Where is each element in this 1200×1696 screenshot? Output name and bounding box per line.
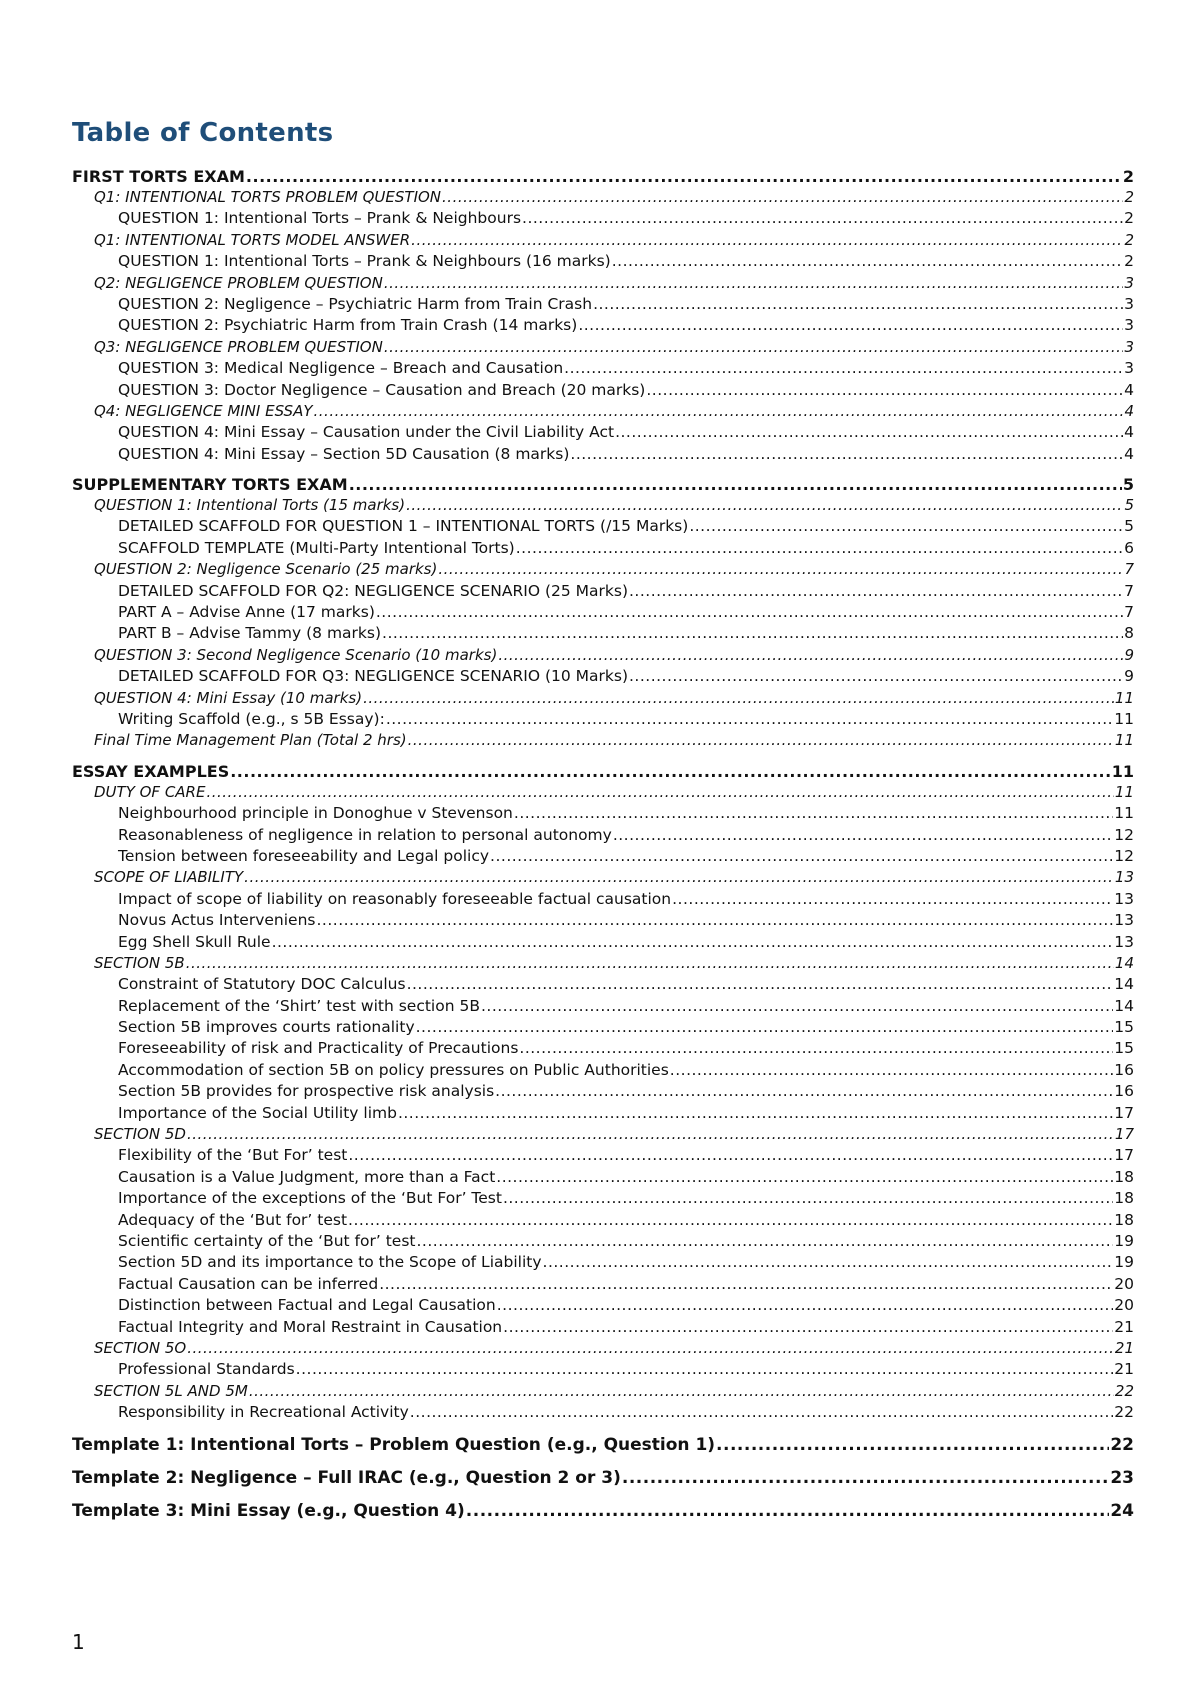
toc-entry-page: 5 [1124, 496, 1134, 515]
toc-entry-page: 4 [1124, 423, 1134, 442]
toc-entry-level-3[interactable] [72, 1317, 1134, 1338]
toc-entry-text: Q1: INTENTIONAL TORTS PROBLEM QUESTION [94, 188, 442, 206]
toc-entry-page: 24 [1110, 1501, 1134, 1522]
toc-dot-leader [570, 444, 1123, 465]
toc-entry-text: QUESTION 1: Intentional Torts – Prank & Neighbours (16 marks) [118, 252, 611, 271]
toc-dot-leader [348, 1145, 1113, 1166]
toc-entry-level-3[interactable] [72, 932, 1134, 953]
toc-entry-level-3[interactable] [72, 623, 1134, 644]
toc-dot-leader [438, 559, 1123, 580]
toc-entry-text: Final Time Management Plan (Total 2 hrs) [94, 731, 407, 750]
toc-entry-level-3[interactable] [72, 803, 1134, 824]
toc-dot-leader [349, 474, 1122, 495]
toc-entry-text: QUESTION 3: Medical Negligence – Breach and Causation [118, 359, 564, 378]
toc-entry-text: DETAILED SCAFFOLD FOR QUESTION 1 – INTENTIONAL TORTS (/15 Marks) [118, 517, 689, 536]
toc-entry-text: Foreseeability of risk and Practicality of Precautions [118, 1039, 519, 1058]
toc-entry-page: 12 [1114, 846, 1134, 865]
toc-entry-page: 15 [1114, 1018, 1134, 1037]
toc-entry-level-3[interactable] [72, 666, 1134, 687]
toc-entry-page: 4 [1124, 401, 1134, 420]
toc-entry-level-1[interactable] [72, 1500, 1134, 1522]
toc-entry-text: Causation is a Value Judgment, more than a Fact [118, 1167, 496, 1186]
toc-entry-level-3[interactable] [72, 294, 1134, 315]
toc-entry-page: 2 [1124, 230, 1134, 249]
toc-entry-level-2[interactable] [72, 1124, 1134, 1145]
toc-entry-page: 3 [1124, 337, 1134, 356]
toc-entry-text: PART B – Advise Tammy (8 marks) [118, 624, 382, 643]
toc-dot-leader [564, 358, 1123, 379]
toc-entry-level-3[interactable] [72, 1231, 1134, 1252]
toc-entry-text: DETAILED SCAFFOLD FOR Q3: NEGLIGENCE SCENARIO (10 Marks) [118, 667, 628, 686]
toc-entry-page: 13 [1114, 911, 1134, 930]
toc-entry-level-3[interactable] [72, 1103, 1134, 1124]
toc-entry-page: 17 [1114, 1125, 1134, 1144]
toc-dot-leader [408, 730, 1114, 751]
toc-entry-level-3[interactable] [72, 910, 1134, 931]
toc-entry-page: 15 [1114, 1039, 1134, 1058]
toc-entry-page: 21 [1114, 1360, 1134, 1379]
toc-entry-level-1[interactable] [72, 761, 1134, 782]
toc-dot-leader [613, 825, 1113, 846]
toc-entry-page: 11 [1114, 804, 1134, 823]
toc-entry-level-3[interactable] [72, 602, 1134, 623]
toc-entry-level-3[interactable] [72, 208, 1134, 229]
toc-dot-leader [382, 623, 1123, 644]
toc-entry-text: ESSAY EXAMPLES [72, 761, 230, 781]
toc-dot-leader [689, 516, 1123, 537]
toc-entry-text: QUESTION 2: Psychiatric Harm from Train Crash (14 marks) [118, 316, 578, 335]
toc-entry-text: QUESTION 4: Mini Essay – Section 5D Causation (8 marks) [118, 444, 570, 463]
toc-entry-text: QUESTION 1: Intentional Torts (15 marks) [94, 496, 406, 515]
toc-entry-level-3[interactable] [72, 380, 1134, 401]
toc-entry-text: QUESTION 2: Negligence Scenario (25 marks) [94, 560, 438, 579]
toc-entry-text: SCAFFOLD TEMPLATE (Multi-Party Intentional Torts) [118, 538, 515, 557]
toc-entry-text: Section 5B provides for prospective risk analysis [118, 1082, 495, 1101]
toc-entry-level-3[interactable] [72, 1060, 1134, 1081]
toc-dot-leader [416, 1017, 1114, 1038]
toc-entry-page: 19 [1114, 1231, 1134, 1250]
toc-dot-leader [503, 1317, 1113, 1338]
toc-dot-leader [187, 1338, 1114, 1359]
toc-entry-level-1[interactable] [72, 1467, 1134, 1489]
toc-dot-leader [206, 782, 1113, 803]
toc-dot-leader [466, 1500, 1110, 1522]
toc-dot-leader [411, 230, 1123, 251]
toc-entry-text: Constraint of Statutory DOC Calculus [118, 975, 406, 994]
toc-entry-text: QUESTION 1: Intentional Torts – Prank & Neighbours [118, 209, 522, 228]
toc-title: Table of Contents [72, 118, 334, 148]
toc-entry-text: SECTION 5O [94, 1338, 187, 1357]
toc-dot-leader [612, 251, 1123, 272]
toc-dot-leader [490, 846, 1113, 867]
toc-dot-leader [317, 910, 1114, 931]
toc-entry-page: 21 [1114, 1338, 1134, 1357]
toc-entry-text: Novus Actus Interveniens [118, 911, 316, 930]
toc-entry-level-3[interactable] [72, 581, 1134, 602]
toc-entry-text: QUESTION 4: Mini Essay (10 marks) [94, 688, 363, 707]
toc-dot-leader [593, 294, 1123, 315]
toc-entry-text: SECTION 5L AND 5M [94, 1381, 248, 1400]
toc-entry-page: 13 [1114, 932, 1134, 951]
toc-entry-page: 12 [1114, 825, 1134, 844]
toc-entry-text: Q3: NEGLIGENCE PROBLEM QUESTION [94, 337, 383, 356]
toc-entry-level-2[interactable] [72, 559, 1134, 580]
toc-dot-leader [503, 1188, 1113, 1209]
toc-entry-text: Responsibility in Recreational Activity [118, 1403, 409, 1422]
toc-entry-page: 11 [1114, 731, 1134, 750]
toc-entry-page: 16 [1114, 1060, 1134, 1079]
toc-entry-level-3[interactable] [72, 1295, 1134, 1316]
toc-dot-leader [244, 867, 1114, 888]
toc-entry-level-3[interactable] [72, 1017, 1134, 1038]
toc-entry-level-3[interactable] [72, 825, 1134, 846]
toc-entry-level-1[interactable] [72, 166, 1134, 187]
toc-entry-level-2[interactable] [72, 187, 1134, 208]
toc-dot-leader [615, 422, 1123, 443]
toc-dot-leader [363, 688, 1114, 709]
toc-entry-level-3[interactable] [72, 1274, 1134, 1295]
toc-dot-leader [384, 273, 1124, 294]
toc-entry-level-2[interactable] [72, 273, 1134, 294]
toc-entry-page: 2 [1122, 167, 1134, 186]
toc-entry-page: 23 [1110, 1468, 1134, 1489]
toc-entry-level-2[interactable] [72, 867, 1134, 888]
toc-entry-level-3[interactable] [72, 709, 1134, 730]
toc-dot-leader [187, 1124, 1114, 1145]
toc-entry-text: Factual Integrity and Moral Restraint in Causation [118, 1317, 503, 1336]
toc-entry-level-3[interactable] [72, 516, 1134, 537]
toc-dot-leader [670, 1060, 1113, 1081]
toc-entry-level-2[interactable] [72, 688, 1134, 709]
toc-dot-leader [398, 1103, 1113, 1124]
toc-entry-page: 17 [1114, 1146, 1134, 1165]
toc-entry-page: 14 [1114, 953, 1134, 972]
toc-entry-level-3[interactable] [72, 422, 1134, 443]
toc-entry-level-3[interactable] [72, 538, 1134, 559]
toc-entry-text: QUESTION 3: Doctor Negligence – Causation and Breach (20 marks) [118, 380, 646, 399]
toc-entry-level-2[interactable] [72, 782, 1134, 803]
toc-entry-level-3[interactable] [72, 1188, 1134, 1209]
toc-entry-level-3[interactable] [72, 444, 1134, 465]
toc-dot-leader [672, 889, 1113, 910]
toc-entry-level-3[interactable] [72, 1359, 1134, 1380]
toc-entry-level-3[interactable] [72, 996, 1134, 1017]
toc-entry-page: 4 [1124, 444, 1134, 463]
toc-entry-level-3[interactable] [72, 889, 1134, 910]
toc-entry-text: Flexibility of the ‘But For’ test [118, 1146, 348, 1165]
toc-entry-level-3[interactable] [72, 1145, 1134, 1166]
toc-entry-page: 11 [1111, 761, 1134, 781]
toc-entry-level-2[interactable] [72, 1381, 1134, 1402]
toc-dot-leader [496, 1167, 1113, 1188]
toc-entry-level-3[interactable] [72, 358, 1134, 379]
toc-dot-leader [495, 1081, 1113, 1102]
toc-entry-page: 8 [1124, 624, 1134, 643]
toc-entry-level-3[interactable] [72, 974, 1134, 995]
toc-entry-page: 5 [1124, 517, 1134, 536]
toc-entry-text: Q2: NEGLIGENCE PROBLEM QUESTION [94, 273, 383, 292]
toc-entry-page: 4 [1124, 380, 1134, 399]
toc-dot-leader [376, 602, 1123, 623]
toc-dot-leader [379, 1274, 1113, 1295]
toc-entry-text: QUESTION 2: Negligence – Psychiatric Harm from Train Crash [118, 294, 593, 313]
toc-dot-leader [629, 581, 1123, 602]
toc-dot-leader [186, 953, 1114, 974]
toc-entry-text: Section 5D and its importance to the Scope of Liability [118, 1253, 542, 1272]
toc-entry-page: 14 [1114, 996, 1134, 1015]
toc-entry-text: SECTION 5B [94, 953, 185, 972]
toc-dot-leader [629, 666, 1123, 687]
toc-dot-leader [246, 166, 1122, 187]
toc-dot-leader [230, 761, 1111, 782]
toc-entry-level-3[interactable] [72, 1038, 1134, 1059]
toc-entry-text: Template 1: Intentional Torts – Problem Question (e.g., Question 1) [72, 1435, 716, 1456]
toc-entry-text: Writing Scaffold (e.g., s 5B Essay): [118, 709, 385, 728]
toc-dot-leader [249, 1381, 1114, 1402]
toc-entry-text: SECTION 5D [94, 1125, 186, 1144]
toc-entry-page: 3 [1124, 359, 1134, 378]
toc-entry-page: 13 [1114, 889, 1134, 908]
toc-entry-text: Accommodation of section 5B on policy pressures on Public Authorities [118, 1060, 669, 1079]
toc-entry-level-2[interactable] [72, 337, 1134, 358]
toc-entry-page: 3 [1124, 273, 1134, 292]
toc-entry-page: 22 [1110, 1435, 1134, 1456]
toc-entry-page: 2 [1124, 252, 1134, 271]
toc-entry-level-3[interactable] [72, 251, 1134, 272]
toc-entry-text: Q4: NEGLIGENCE MINI ESSAY [94, 401, 313, 420]
toc-entry-page: 14 [1114, 975, 1134, 994]
toc-dot-leader [406, 495, 1123, 516]
toc-list [72, 166, 1134, 1522]
toc-entry-text: QUESTION 4: Mini Essay – Causation under the Civil Liability Act [118, 423, 615, 442]
toc-entry-level-1[interactable] [72, 474, 1134, 495]
toc-dot-leader [522, 208, 1123, 229]
toc-entry-page: 5 [1122, 475, 1134, 495]
toc-entry-text: Q1: INTENTIONAL TORTS MODEL ANSWER [94, 230, 411, 249]
toc-entry-text: PART A – Advise Anne (17 marks) [118, 603, 375, 622]
toc-dot-leader [410, 1402, 1113, 1423]
toc-entry-page: 2 [1124, 188, 1134, 206]
toc-entry-text: Reasonableness of negligence in relation to personal autonomy [118, 825, 612, 844]
toc-entry-text: Importance of the Social Utility limb [118, 1103, 397, 1122]
toc-dot-leader [272, 932, 1114, 953]
toc-entry-page: 18 [1114, 1210, 1134, 1229]
toc-dot-leader [417, 1231, 1114, 1252]
toc-dot-leader [407, 974, 1114, 995]
toc-entry-page: 16 [1114, 1082, 1134, 1101]
toc-entry-page: 19 [1114, 1253, 1134, 1272]
toc-entry-page: 22 [1114, 1381, 1134, 1400]
toc-dot-leader [498, 645, 1123, 666]
toc-entry-page: 13 [1114, 868, 1134, 887]
toc-entry-level-3[interactable] [72, 1167, 1134, 1188]
toc-entry-text: FIRST TORTS EXAM [72, 167, 245, 186]
toc-dot-leader [646, 380, 1123, 401]
toc-entry-page: 20 [1114, 1296, 1134, 1315]
toc-entry-text: Neighbourhood principle in Donoghue v Stevenson [118, 804, 513, 823]
toc-entry-text: Scientific certainty of the ‘But for’ test [118, 1231, 416, 1250]
toc-dot-leader [442, 187, 1123, 208]
toc-entry-text: SCOPE OF LIABILITY [94, 868, 244, 887]
toc-entry-level-2[interactable] [72, 730, 1134, 751]
page-number: 1 [72, 1630, 85, 1654]
toc-entry-text: Factual Causation can be inferred [118, 1274, 379, 1293]
toc-dot-leader [578, 315, 1123, 336]
toc-entry-level-3[interactable] [72, 1081, 1134, 1102]
toc-entry-text: QUESTION 3: Second Negligence Scenario (10 marks) [94, 645, 498, 664]
toc-dot-leader [386, 709, 1113, 730]
toc-entry-level-2[interactable] [72, 953, 1134, 974]
toc-entry-level-3[interactable] [72, 1402, 1134, 1423]
toc-entry-text: DETAILED SCAFFOLD FOR Q2: NEGLIGENCE SCENARIO (25 Marks) [118, 581, 628, 600]
toc-entry-page: 2 [1124, 209, 1134, 228]
toc-entry-text: Template 3: Mini Essay (e.g., Question 4) [72, 1501, 465, 1522]
toc-dot-leader [497, 1295, 1114, 1316]
toc-entry-page: 18 [1114, 1189, 1134, 1208]
toc-entry-text: Importance of the exceptions of the ‘But For’ Test [118, 1189, 502, 1208]
toc-dot-leader [716, 1434, 1109, 1456]
toc-entry-page: 3 [1124, 294, 1134, 313]
toc-entry-level-2[interactable] [72, 495, 1134, 516]
toc-dot-leader [384, 337, 1124, 358]
toc-entry-text: Section 5B improves courts rationality [118, 1018, 415, 1037]
toc-dot-leader [296, 1359, 1114, 1380]
toc-entry-page: 9 [1124, 667, 1134, 686]
toc-dot-leader [516, 538, 1123, 559]
toc-dot-leader [622, 1467, 1109, 1489]
toc-entry-page: 17 [1114, 1103, 1134, 1122]
toc-entry-text: Tension between foreseeability and Legal policy [118, 846, 490, 865]
toc-dot-leader [543, 1252, 1114, 1273]
toc-entry-level-3[interactable] [72, 1210, 1134, 1231]
toc-entry-text: Distinction between Factual and Legal Causation [118, 1296, 496, 1315]
toc-entry-level-2[interactable] [72, 230, 1134, 251]
toc-dot-leader [348, 1210, 1113, 1231]
toc-entry-page: 11 [1114, 709, 1134, 728]
toc-entry-text: SUPPLEMENTARY TORTS EXAM [72, 475, 348, 495]
toc-entry-page: 3 [1124, 316, 1134, 335]
toc-entry-text: Impact of scope of liability on reasonably foreseeable factual causation [118, 889, 672, 908]
toc-entry-text: Template 2: Negligence – Full IRAC (e.g., Question 2 or 3) [72, 1468, 621, 1489]
toc-page [72, 118, 1134, 1522]
toc-dot-leader [314, 401, 1124, 422]
toc-entry-page: 11 [1114, 782, 1134, 801]
toc-entry-page: 6 [1124, 538, 1134, 557]
toc-dot-leader [519, 1038, 1113, 1059]
toc-entry-page: 20 [1114, 1274, 1134, 1293]
toc-entry-text: DUTY OF CARE [94, 782, 206, 801]
toc-entry-page: 18 [1114, 1167, 1134, 1186]
toc-entry-text: Professional Standards [118, 1360, 295, 1379]
toc-dot-leader [481, 996, 1113, 1017]
toc-entry-text: Replacement of the ‘Shirt’ test with section 5B [118, 996, 480, 1015]
toc-entry-page: 21 [1114, 1317, 1134, 1336]
toc-entry-page: 9 [1124, 645, 1134, 664]
toc-entry-level-3[interactable] [72, 846, 1134, 867]
toc-entry-level-3[interactable] [72, 1252, 1134, 1273]
toc-entry-page: 7 [1124, 560, 1134, 579]
toc-dot-leader [514, 803, 1113, 824]
toc-entry-level-2[interactable] [72, 401, 1134, 422]
toc-entry-level-1[interactable] [72, 1434, 1134, 1456]
toc-entry-page: 7 [1124, 581, 1134, 600]
toc-entry-level-2[interactable] [72, 645, 1134, 666]
toc-entry-text: Adequacy of the ‘But for’ test [118, 1210, 348, 1229]
toc-entry-level-3[interactable] [72, 315, 1134, 336]
toc-entry-page: 11 [1114, 688, 1134, 707]
toc-entry-page: 7 [1124, 603, 1134, 622]
toc-entry-level-2[interactable] [72, 1338, 1134, 1359]
toc-entry-page: 22 [1114, 1403, 1134, 1422]
toc-entry-text: Egg Shell Skull Rule [118, 932, 271, 951]
